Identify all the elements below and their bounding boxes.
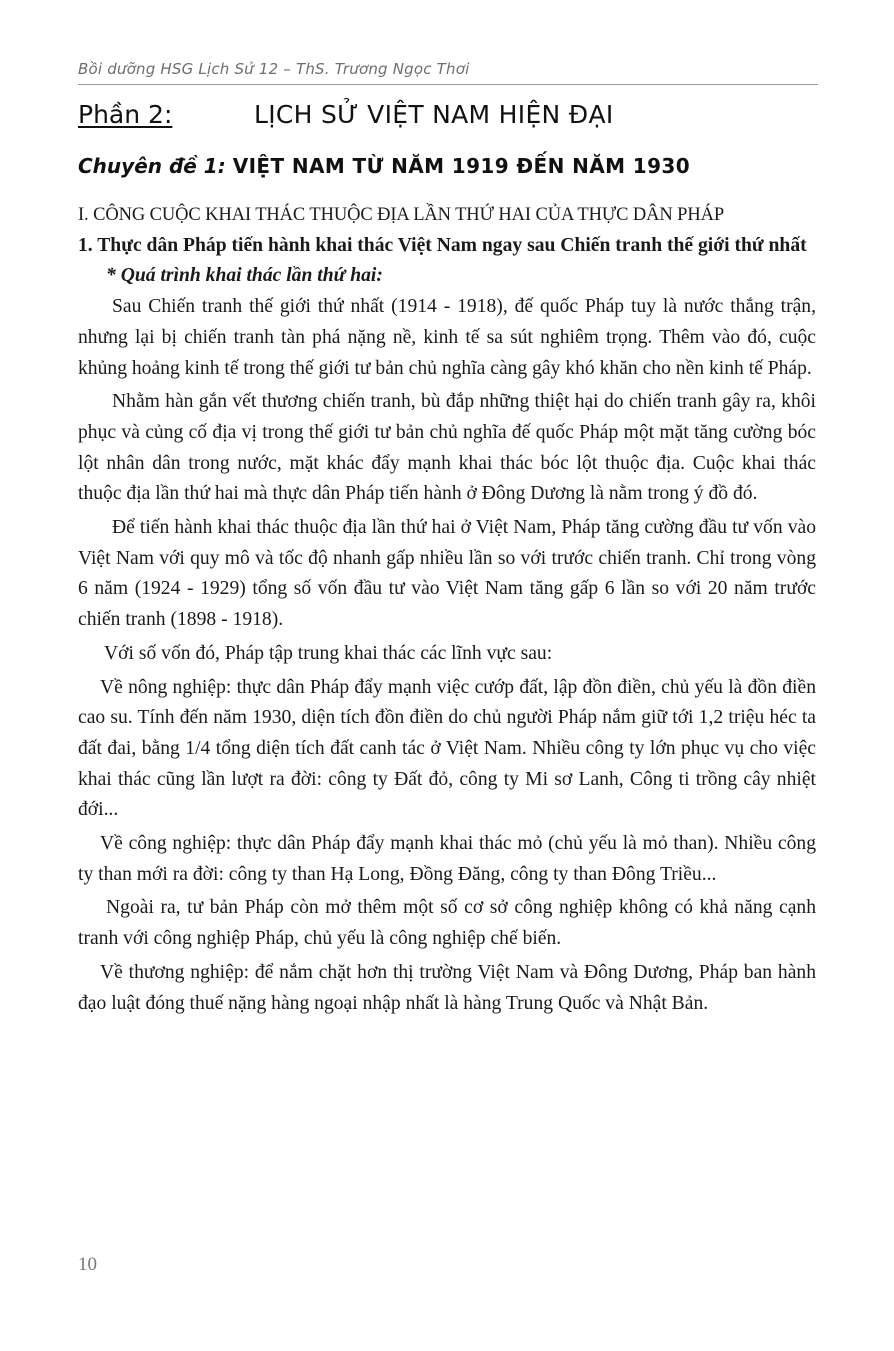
- topic-name: VIỆT NAM TỪ NĂM 1919 ĐẾN NĂM 1930: [232, 154, 691, 178]
- topic-title: [78, 154, 818, 178]
- paragraph: Về công nghiệp: thực dân Pháp đẩy mạnh khai thác mỏ (chủ yếu là mỏ than). Nhiều công ty than mới ra đời: công ty than Hạ Long, Đồng Đăng, công ty than Đông Triều...: [78, 833, 816, 885]
- paragraph: Về thương nghiệp: để nắm chặt hơn thị trường Việt Nam và Đông Dương, Pháp ban hành đạo luật đóng thuế nặng hàng ngoại nhập nhất là hàng Trung Quốc và Nhật Bản.: [78, 961, 816, 1014]
- paragraph: Sau Chiến tranh thế giới thứ nhất (1914 - 1918), đế quốc Pháp tuy là nước thắng trận, nhưng lại bị chiến tranh tàn phá nặng nề, kinh tế sa sút nghiêm trọng. Thêm vào đó, cuộc khủng hoảng kinh tế trong thế giới tư bản chủ nghĩa càng gây khó khăn cho nền kinh tế Pháp.: [78, 296, 816, 379]
- topic-label: Chuyên đề 1:: [78, 154, 226, 178]
- paragraph: Để tiến hành khai thác thuộc địa lần thứ hai ở Việt Nam, Pháp tăng cường đầu tư vốn vào Việt Nam với quy mô và tốc độ nhanh gấp nhiều lần so với trước chiến tranh. Chỉ trong vòng 6 năm (1924 - 1929) tổng số vốn đầu tư vào Việt Nam tăng gấp 6 lần so với 20 năm trước chiến tranh (1898 - 1918).: [78, 517, 816, 631]
- running-header: Bồi dưỡng HSG Lịch Sử 12 – ThS. Trương Ngọc Thơi: [78, 60, 470, 78]
- paragraph: Ngoài ra, tư bản Pháp còn mở thêm một số cơ sở công nghiệp không có khả năng cạnh tranh với công nghiệp Pháp, chủ yếu là công nghiệp chế biến.: [78, 897, 816, 950]
- paragraph: Về nông nghiệp: thực dân Pháp đẩy mạnh việc cướp đất, lập đồn điền, chủ yếu là đồn điền cao su. Tính đến năm 1930, diện tích đồn điền do chủ người Pháp nắm giữ tới 1,2 triệu héc ta đất đai, bằng 1/4 tổng diện tích đất canh tác ở Việt Nam. Nhiều công ty lớn phục vụ cho việc khai thác cũng lần lượt ra đời: công ty Đất đỏ, công ty Mi sơ Lanh, Công ti trồng cây nhiệt đới...: [78, 676, 816, 821]
- process-marker: * Quá trình khai thác lần thứ hai:: [106, 265, 383, 287]
- page-number: 10: [78, 1254, 97, 1275]
- header-rule: [78, 84, 818, 85]
- paragraph: Nhằm hàn gắn vết thương chiến tranh, bù đắp những thiệt hại do chiến tranh gây ra, khôi phục và củng cố địa vị trong thế giới tư bản chủ nghĩa đế quốc Pháp một mặt tăng cường bóc lột nhân dân trong nước, mặt khác đẩy mạnh khai thác bóc lột thuộc địa. Cuộc khai thác thuộc địa lần thứ hai mà thực dân Pháp tiến hành ở Đông Dương là nằm trong ý đồ đó.: [78, 391, 816, 505]
- section-heading: I. CÔNG CUỘC KHAI THÁC THUỘC ĐỊA LẦN THỨ HAI CỦA THỰC DÂN PHÁP: [78, 205, 725, 225]
- body-text: [78, 200, 816, 1019]
- paragraph: Với số vốn đó, Pháp tập trung khai thác các lĩnh vực sau:: [104, 642, 553, 664]
- part-title: [78, 100, 818, 142]
- part-label: Phần 2:: [78, 100, 173, 129]
- part-name: LỊCH SỬ VIỆT NAM HIỆN ĐẠI: [254, 100, 614, 129]
- subsection-heading: 1. Thực dân Pháp tiến hành khai thác Việt Nam ngay sau Chiến tranh thế giới thứ nhất: [78, 234, 807, 256]
